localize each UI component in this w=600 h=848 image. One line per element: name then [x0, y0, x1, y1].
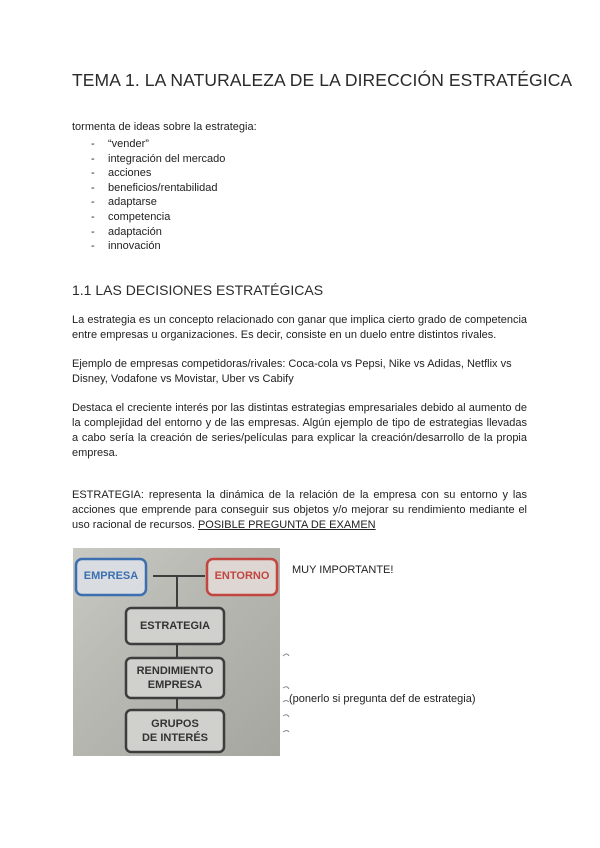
paragraph-strategy-concept: La estrategia es un concepto relacionado con ganar que implica cierto grado de competencia entre empresas u organizaciones. Es decir, consiste en un duelo entre distintos rivales.	[72, 314, 527, 341]
definition-note: (ponerlo si pregunta def de estrategia)	[289, 693, 476, 705]
list-item-text: adaptarse	[108, 196, 157, 209]
entorno-label: ENTORNO	[214, 570, 270, 582]
list-item-text: innovación	[108, 240, 161, 253]
idea-list	[72, 137, 225, 254]
exam-question-note: POSIBLE PREGUNTA DE EXAMEN	[197, 519, 376, 531]
list-item	[72, 181, 225, 196]
rendimiento-label-line2: EMPRESA	[147, 679, 203, 691]
list-dash: -	[91, 152, 95, 165]
section-title: 1.1 LAS DECISIONES ESTRATÉGICAS	[72, 282, 324, 298]
strategy-diagram-photo	[73, 548, 280, 756]
page-title: TEMA 1. LA NATURALEZA DE LA DIRECCIÓN ESTRATÉGICA	[72, 70, 573, 90]
paragraph-strategy-definition	[72, 488, 527, 533]
definition-text: ESTRATEGIA: representa la dinámica de la relación de la empresa con su entorno y las acciones que emprende para conseguir sus objetos y/o mejorar su rendimiento mediante el uso racional de recursos.	[72, 489, 527, 531]
list-item	[72, 210, 225, 225]
list-item	[72, 137, 225, 152]
list-dash: -	[91, 138, 95, 150]
brainstorm-intro: tormenta de ideas sobre la estrategia:	[72, 121, 257, 133]
list-item	[72, 239, 225, 254]
handwriting-scribble	[282, 548, 290, 756]
list-item	[72, 152, 225, 167]
list-item-text: acciones	[108, 167, 152, 180]
list-item-text: adaptación	[108, 225, 162, 238]
list-item-text: beneficios/rentabilidad	[108, 181, 218, 194]
grupos-label-line1: GRUPOS	[151, 718, 199, 730]
list-item-text: “vender”	[108, 138, 149, 150]
grupos-box	[126, 710, 224, 752]
paragraph-growing-interest: Destaca el creciente interés por las distintas estrategias empresariales debido al aumento de la complejidad del entorno y de las empresas. Algún ejemplo de tipo de estrategias llevadas a cabo sería la creación de series/películas para explicar la creación/desarrollo de la propia empresa.	[72, 402, 527, 459]
rendimiento-box	[126, 658, 224, 698]
list-dash: -	[91, 181, 95, 194]
list-dash: -	[91, 225, 95, 238]
rendimiento-label-line1: RENDIMIENTO	[136, 665, 214, 677]
list-item-text: integración del mercado	[108, 152, 226, 165]
list-item-text: competencia	[108, 210, 171, 223]
grupos-label-line2: DE INTERÉS	[141, 732, 208, 744]
paragraph-rival-examples: Ejemplo de empresas competidoras/rivales: Coca-cola vs Pepsi, Nike vs Adidas, Netflix vs Disney, Vodafone vs Movistar, Uber vs Cabify	[72, 358, 512, 385]
list-dash: -	[91, 167, 95, 180]
estrategia-label: ESTRATEGIA	[139, 620, 211, 632]
list-dash: -	[91, 240, 95, 253]
list-item	[72, 166, 225, 181]
empresa-label: EMPRESA	[83, 570, 139, 582]
list-dash: -	[91, 210, 95, 223]
important-note: MUY IMPORTANTE!	[292, 564, 394, 576]
list-item	[72, 195, 225, 210]
list-dash: -	[91, 196, 95, 209]
list-item	[72, 225, 225, 240]
